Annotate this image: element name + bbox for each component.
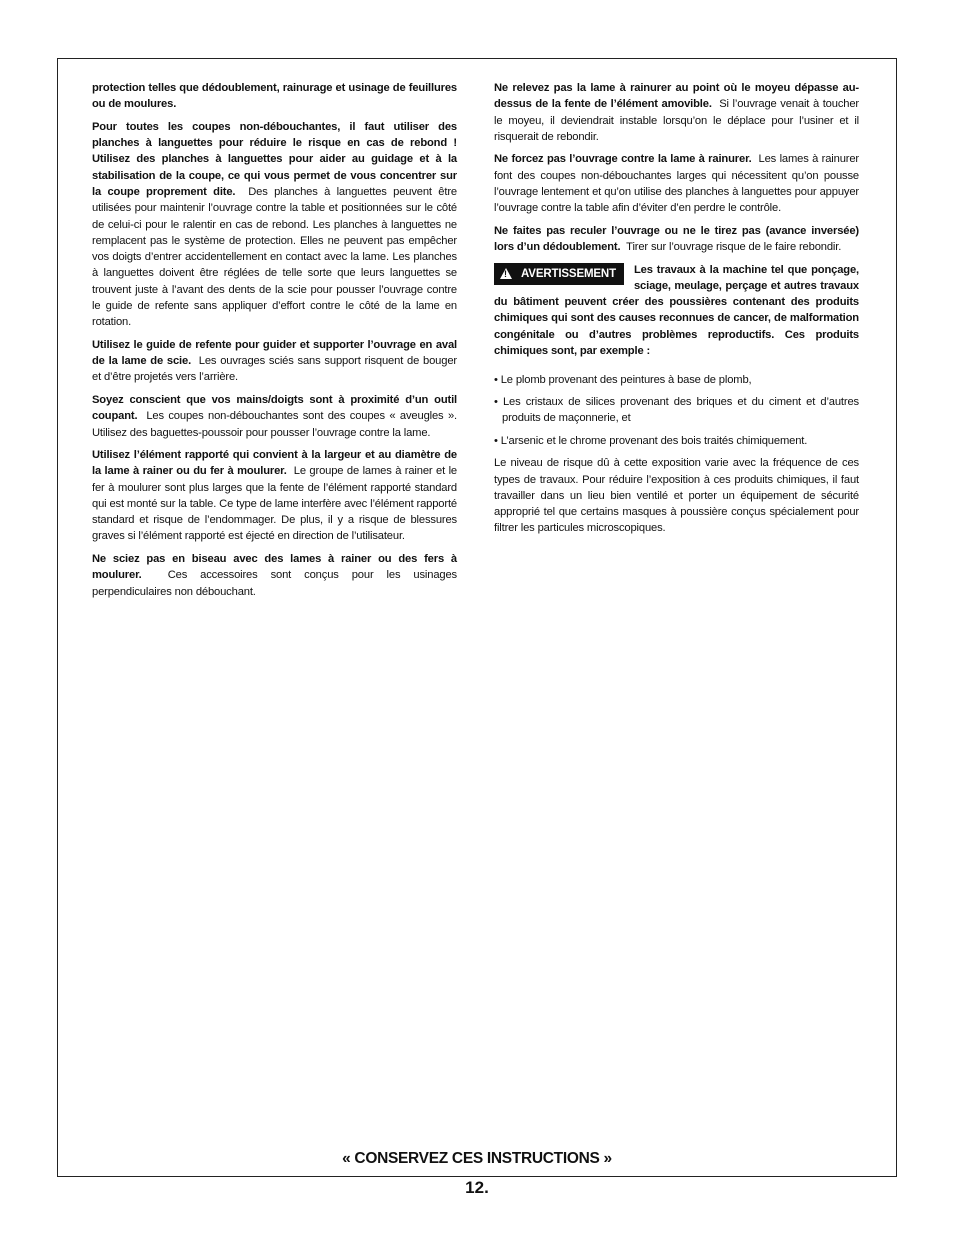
warning-triangle-icon <box>500 268 512 279</box>
left-p2-text: Des planches à languettes peuvent être utilisées pour maintenir l’ouvrage contre la table et positionnées sur le côté de celui-ci pour le ralentir en cas de rebond. Les planches à languettes ne remplacent pas le système de protection. Elles ne peuvent pas empêcher vos doigts d’entrer accidentellement en contact avec la lame. Les planches à languettes doivent être réglées de telle sorte que leurs languettes se trouvent juste à l’avant des dents de la scie pour pousser l’ouvrage contre le guide de refente sans appliquer d’effort contre le côté de la lame en rotation. <box>92 185 457 329</box>
page-number: 12. <box>465 1178 489 1197</box>
warning-block <box>494 262 859 360</box>
right-p3-text: Tirer sur l’ouvrage risque de le faire rebondir. <box>626 241 842 254</box>
left-p6-text: Ces accessoires sont conçus pour les usinages perpendiculaires non débouchant. <box>92 569 457 598</box>
right-column <box>494 80 859 543</box>
left-p4-bold: Soyez conscient que vos mains/doigts sont à proximité d’un outil coupant. <box>92 393 457 423</box>
left-paragraph-5 <box>92 447 457 545</box>
left-p1-bold: protection telles que dédoublement, rainurage et usinage de feuillures ou de moulures. <box>92 82 457 111</box>
closing-paragraph: Le niveau de risque dû à cette exposition varie avec la fréquence de ces types de travaux. Pour réduire l’exposition à ces produits chimiques, il faut travailler dans un lieu bien ventilé et porter un équipement de sécurité approprié tel que certains masques à poussière conçus spécialement pour filtrer les particules microscopiques. <box>494 457 859 535</box>
left-p5-bold: Utilisez l’élément rapporté qui convient à la largeur et au diamètre de la lame à rainer ou du fer à moulurer. <box>92 448 457 478</box>
warning-badge <box>494 263 624 285</box>
left-p5-text: Le groupe de lames à rainer et le fer à moulurer sont plus larges que la fente de l’élément rapporté standard qui est monté sur la table. Ce type de lame interfère avec l’élément rapporté standard et risque de l’endommager. De plus, il y a risque de blessures graves si l’élément rapporté est éjecté en direction de l’utilisateur. <box>92 465 457 543</box>
warning-text: Les travaux à la machine tel que ponçage, sciage, meulage, perçage et autres travaux du bâtiment peuvent créer des poussières contenant des produits chimiques qui sont des causes reconnues de cancer, de malformation congénitale ou d’autres problèmes reproductifs. Ces produits chimiques sont, par exemple : <box>494 263 859 358</box>
save-instructions-footer: « CONSERVEZ CES INSTRUCTIONS » <box>342 1150 612 1167</box>
right-paragraph-2 <box>494 151 859 216</box>
bullet-item-2: • Les cristaux de silices provenant des briques et du ciment et d’autres produits de maçonnerie, et <box>494 395 859 425</box>
right-p3-bold: Ne faites pas reculer l’ouvrage ou ne le tirez pas (avance inversée) lors d’un dédoublement. <box>494 224 859 254</box>
warning-label: AVERTISSEMENT <box>521 267 616 280</box>
left-paragraph-4 <box>92 392 457 441</box>
left-p3-bold: Utilisez le guide de refente pour guider et supporter l’ouvrage en aval de la lame de scie. <box>92 338 457 368</box>
right-p2-text: Les lames à rainurer font des coupes non-débouchantes larges qui nécessitent qu’on pousse l’ouvrage lentement et qu’on utilise des planches à languettes pour appuyer l’ouvrage contre la table afin d’éviter d’en perdre le contrôle. <box>494 153 859 215</box>
left-column <box>92 80 457 606</box>
bullet-item-1: • Le plomb provenant des peintures à base de plomb, <box>494 373 752 386</box>
left-paragraph-6 <box>92 551 457 600</box>
left-paragraph-3 <box>92 337 457 386</box>
right-paragraph-3 <box>494 223 859 256</box>
left-paragraph-1 <box>92 80 457 113</box>
left-p3-text: Les ouvrages sciés sans support risquent de bouger et d’être projetés vers l’arrière. <box>92 355 457 384</box>
right-p1-text: Si l’ouvrage venait à toucher le moyeu, il deviendrait instable lorsqu’on le déplace pour l’usiner et il risquerait de rebondir. <box>494 98 859 143</box>
bullet-item-3: • L’arsenic et le chrome provenant des bois traités chimiquement. <box>494 434 808 447</box>
right-paragraph-1 <box>494 80 859 145</box>
left-paragraph-2 <box>92 119 457 331</box>
left-p6-bold: Ne sciez pas en biseau avec des lames à rainer ou des fers à moulurer. <box>92 552 457 582</box>
left-p2-bold: Pour toutes les coupes non-débouchantes, il faut utiliser des planches à languettes pour réduire le risque en cas de rebond ! Utilisez des planches à languettes pour aider au guidage et à la stabilisation de la coupe, ce qui vous permet de vous concentrer sur la coupe proprement dite. <box>92 120 457 198</box>
left-p4-text: Les coupes non-débouchantes sont des coupes « aveugles ». Utilisez des baguettes-poussoir pour pousser l’ouvrage contre la lame. <box>92 410 457 439</box>
right-p2-bold: Ne forcez pas l’ouvrage contre la lame à rainurer. <box>494 153 752 166</box>
right-p1-bold: Ne relevez pas la lame à rainurer au point où le moyeu dépasse au-dessus de la fente de l’élément amovible. <box>494 82 859 111</box>
